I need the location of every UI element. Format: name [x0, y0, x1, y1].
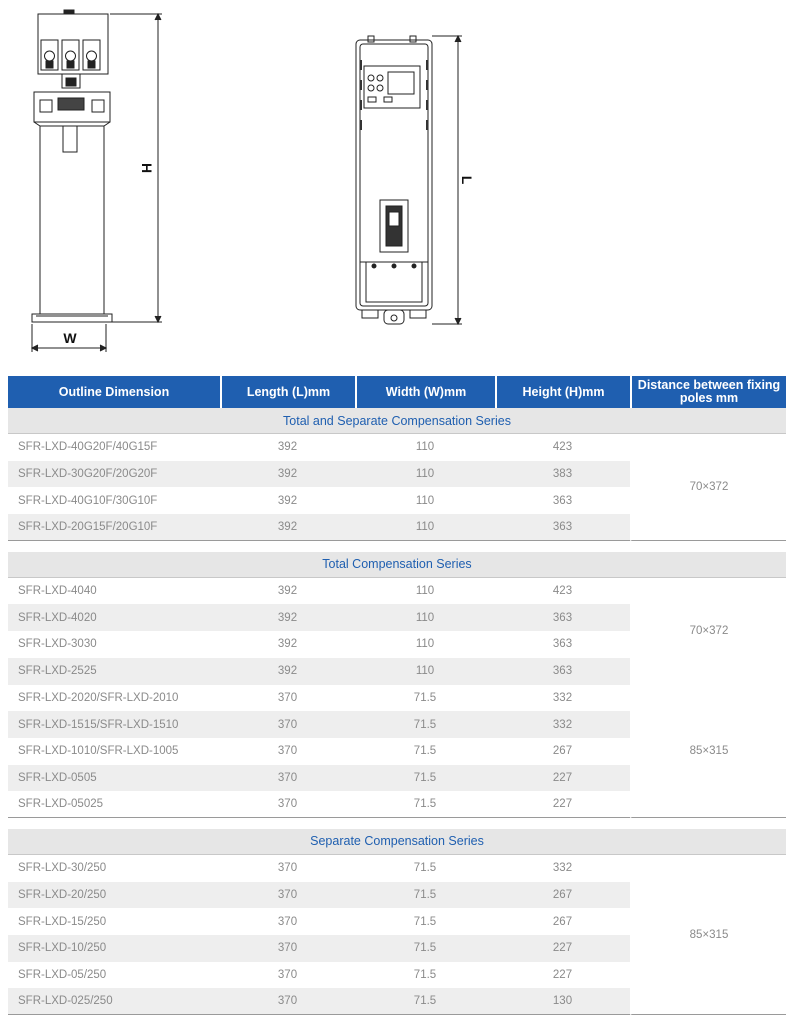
- model-name-cell: SFR-LXD-05025: [8, 791, 220, 818]
- width-cell: 71.5: [413, 969, 437, 982]
- length-cell: 370: [277, 915, 298, 928]
- model-name-cell: SFR-LXD-4020: [8, 604, 220, 631]
- length-cell: 370: [220, 935, 355, 962]
- height-cell: 363: [495, 658, 630, 685]
- height-cell: 227: [552, 969, 573, 982]
- model-name-cell: SFR-LXD-0505: [8, 765, 220, 792]
- height-cell: 130: [495, 988, 630, 1015]
- length-cell: 370: [277, 862, 298, 875]
- model-name-cell: SFR-LXD-20/250: [8, 882, 220, 909]
- fixing-distance-cell: 85×315: [630, 685, 786, 818]
- width-cell: 110: [415, 585, 435, 598]
- table-row: [8, 685, 786, 712]
- height-cell: 227: [495, 935, 630, 962]
- length-dimension-label: L: [459, 175, 475, 185]
- section-spacer: [8, 541, 786, 552]
- header-height: Height (H)mm: [495, 376, 630, 408]
- outline-drawings: [0, 0, 794, 370]
- section-spacer: [8, 818, 786, 829]
- length-cell: 370: [277, 745, 298, 758]
- model-name-cell: SFR-LXD-30G20F/20G20F: [8, 461, 220, 488]
- fixing-distance-cell: 70×372: [630, 578, 786, 685]
- height-cell: 363: [495, 514, 630, 541]
- length-cell: 370: [220, 711, 355, 738]
- width-cell: 71.5: [355, 711, 495, 738]
- length-cell: 392: [220, 604, 355, 631]
- model-name-cell: SFR-LXD-3030: [18, 638, 97, 651]
- table-row: [8, 855, 786, 882]
- width-cell: 110: [355, 514, 495, 541]
- width-cell: 110: [355, 604, 495, 631]
- length-cell: 392: [220, 658, 355, 685]
- height-cell: 267: [552, 745, 573, 758]
- model-name-cell: SFR-LXD-1010/SFR-LXD-1005: [18, 745, 179, 758]
- height-cell: 423: [552, 441, 573, 454]
- model-name-cell: SFR-LXD-40G20F/40G15F: [18, 441, 158, 454]
- fixing-distance-cell: 85×315: [630, 855, 786, 1015]
- width-cell: 71.5: [413, 745, 437, 758]
- height-cell: 332: [552, 691, 573, 704]
- length-cell: 370: [277, 969, 298, 982]
- height-cell: 332: [495, 711, 630, 738]
- width-cell: 110: [415, 441, 435, 454]
- length-cell: 370: [220, 882, 355, 909]
- width-cell: 71.5: [355, 935, 495, 962]
- model-name-cell: SFR-LXD-4040: [18, 585, 97, 598]
- height-cell: 363: [495, 604, 630, 631]
- width-cell: 71.5: [355, 765, 495, 792]
- height-cell: 267: [495, 882, 630, 909]
- length-cell: 392: [277, 441, 298, 454]
- height-cell: 227: [495, 765, 630, 792]
- length-cell: 370: [220, 765, 355, 792]
- dimension-table: [8, 376, 786, 1015]
- length-cell: 370: [277, 691, 298, 704]
- length-cell: 370: [220, 791, 355, 818]
- height-cell: 363: [552, 638, 573, 651]
- fixing-distance-cell: 70×372: [630, 434, 786, 541]
- table-row: [8, 434, 786, 461]
- model-name-cell: SFR-LXD-2020/SFR-LXD-2010: [18, 691, 179, 704]
- width-cell: 71.5: [413, 915, 437, 928]
- length-cell: 392: [220, 514, 355, 541]
- header-length: Length (L)mm: [220, 376, 355, 408]
- width-cell: 71.5: [355, 791, 495, 818]
- height-cell: 383: [495, 461, 630, 488]
- width-cell: 71.5: [355, 988, 495, 1015]
- model-name-cell: SFR-LXD-025/250: [8, 988, 220, 1015]
- height-cell: 332: [552, 862, 573, 875]
- height-dimension-label: H: [139, 162, 155, 174]
- width-cell: 110: [355, 461, 495, 488]
- model-name-cell: SFR-LXD-15/250: [18, 915, 107, 928]
- model-name-cell: SFR-LXD-10/250: [8, 935, 220, 962]
- front-view-drawing: [356, 36, 462, 324]
- model-name-cell: SFR-LXD-1515/SFR-LXD-1510: [8, 711, 220, 738]
- width-cell: 71.5: [413, 691, 437, 704]
- section-header-row: [8, 408, 786, 434]
- model-name-cell: SFR-LXD-40G10F/30G10F: [18, 494, 158, 507]
- model-name-cell: SFR-LXD-30/250: [18, 862, 107, 875]
- length-cell: 392: [220, 461, 355, 488]
- section-title: Total Compensation Series: [8, 552, 786, 578]
- table-row: [8, 578, 786, 605]
- section-header-row: [8, 829, 786, 855]
- section-header-row: [8, 552, 786, 578]
- header-width: Width (W)mm: [355, 376, 495, 408]
- height-cell: 363: [552, 494, 573, 507]
- width-cell: 71.5: [413, 862, 437, 875]
- length-cell: 392: [277, 585, 298, 598]
- model-name-cell: SFR-LXD-20G15F/20G10F: [8, 514, 220, 541]
- height-cell: 423: [552, 585, 573, 598]
- width-cell: 110: [415, 638, 435, 651]
- width-cell: 110: [355, 658, 495, 685]
- model-name-cell: SFR-LXD-05/250: [18, 969, 107, 982]
- section-title: Total and Separate Compensation Series: [8, 408, 786, 434]
- side-view-drawing: [32, 10, 162, 352]
- section-title: Separate Compensation Series: [8, 829, 786, 855]
- length-cell: 392: [277, 638, 298, 651]
- width-dimension-label: W: [63, 330, 77, 346]
- height-cell: 267: [552, 915, 573, 928]
- width-cell: 71.5: [355, 882, 495, 909]
- height-cell: 227: [495, 791, 630, 818]
- header-outline-dimension: Outline Dimension: [8, 376, 220, 408]
- table-header-row: [8, 376, 786, 408]
- length-cell: 392: [277, 494, 298, 507]
- length-cell: 370: [220, 988, 355, 1015]
- header-fixing-distance: Distance between fixing poles mm: [630, 376, 786, 408]
- width-cell: 110: [415, 494, 435, 507]
- model-name-cell: SFR-LXD-2525: [8, 658, 220, 685]
